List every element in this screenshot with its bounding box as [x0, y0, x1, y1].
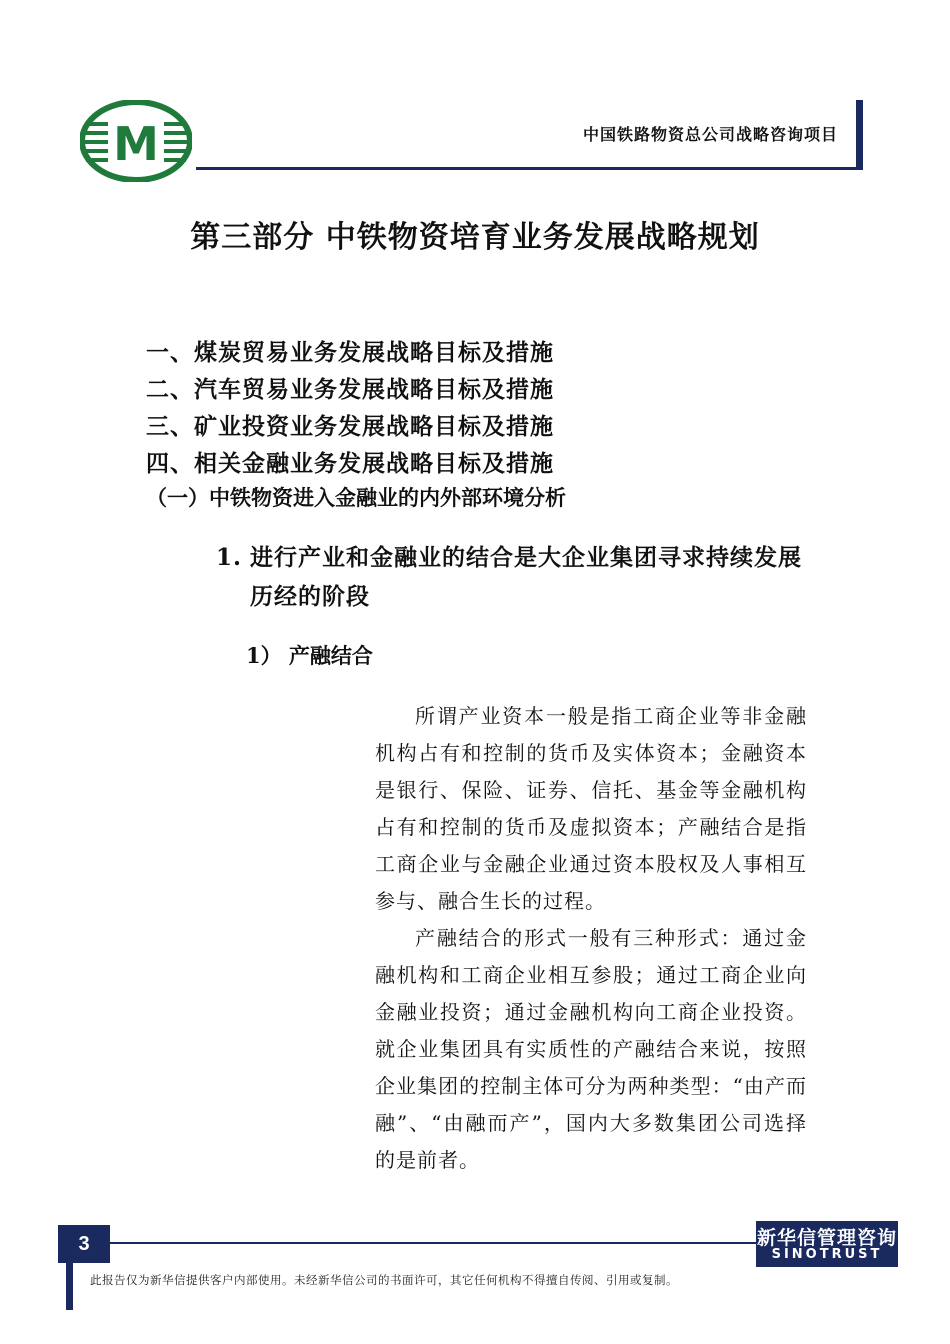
footer-confidentiality-note: 此报告仅为新华信提供客户内部使用。未经新华信公司的书面许可，其它任何机构不得擅自传阅、引用或复制。 — [90, 1273, 678, 1287]
logo-letter: M — [113, 117, 159, 171]
sub-heading: （一）中铁物资进入金融业的内外部环境分析 — [146, 485, 566, 510]
section-heading: 二、汽车贸易业务发展战略目标及措施 — [146, 376, 554, 403]
section-heading: 三、矿业投资业务发展战略目标及措施 — [146, 413, 554, 440]
page-number: 3 — [58, 1225, 110, 1263]
item-number: 1. — [216, 544, 243, 571]
header-divider — [196, 167, 862, 170]
header-accent-bar — [856, 100, 863, 170]
item-heading-line1: 进行产业和金融业的结合是大企业集团寻求持续发展 — [250, 544, 802, 571]
section-heading: 四、相关金融业务发展战略目标及措施 — [146, 450, 554, 477]
subitem-heading: 1） 产融结合 — [246, 643, 373, 668]
footer-divider — [110, 1242, 760, 1244]
footer-brand-cn: 新华信管理咨询 — [756, 1227, 897, 1249]
section-heading: 一、煤炭贸易业务发展战略目标及措施 — [146, 339, 554, 366]
page-title: 第三部分 中铁物资培育业务发展战略规划 — [190, 220, 760, 255]
footer-accent-bar — [66, 1262, 73, 1310]
item-heading — [216, 538, 816, 616]
body-paragraph: 所谓产业资本一般是指工商企业等非金融机构占有和控制的货币及实体资本；金融资本是银行、保险、证券、信托、基金等金融机构占有和控制的货币及虚拟资本；产融结合是指工商企业与金融企业通过资本股权及人事相互参与、融合生长的过程。 — [375, 704, 807, 913]
body-paragraph: 产融结合的形式一般有三种形式：通过金融机构和工商企业相互参股；通过工商企业向金融业投资；通过金融机构向工商企业投资。就企业集团具有实质性的产融结合来说，按照企业集团的控制主体可分为两种类型：“由产而融”、“由融而产”，国内大多数集团公司选择的是前者。 — [375, 926, 807, 1172]
company-logo — [80, 100, 192, 182]
item-heading-line2: 历经的阶段 — [250, 583, 370, 610]
footer-brand-en: SINOTRUST — [771, 1247, 883, 1262]
header-project-title: 中国铁路物资总公司战略咨询项目 — [582, 125, 838, 144]
footer-brand-logo — [756, 1221, 898, 1267]
